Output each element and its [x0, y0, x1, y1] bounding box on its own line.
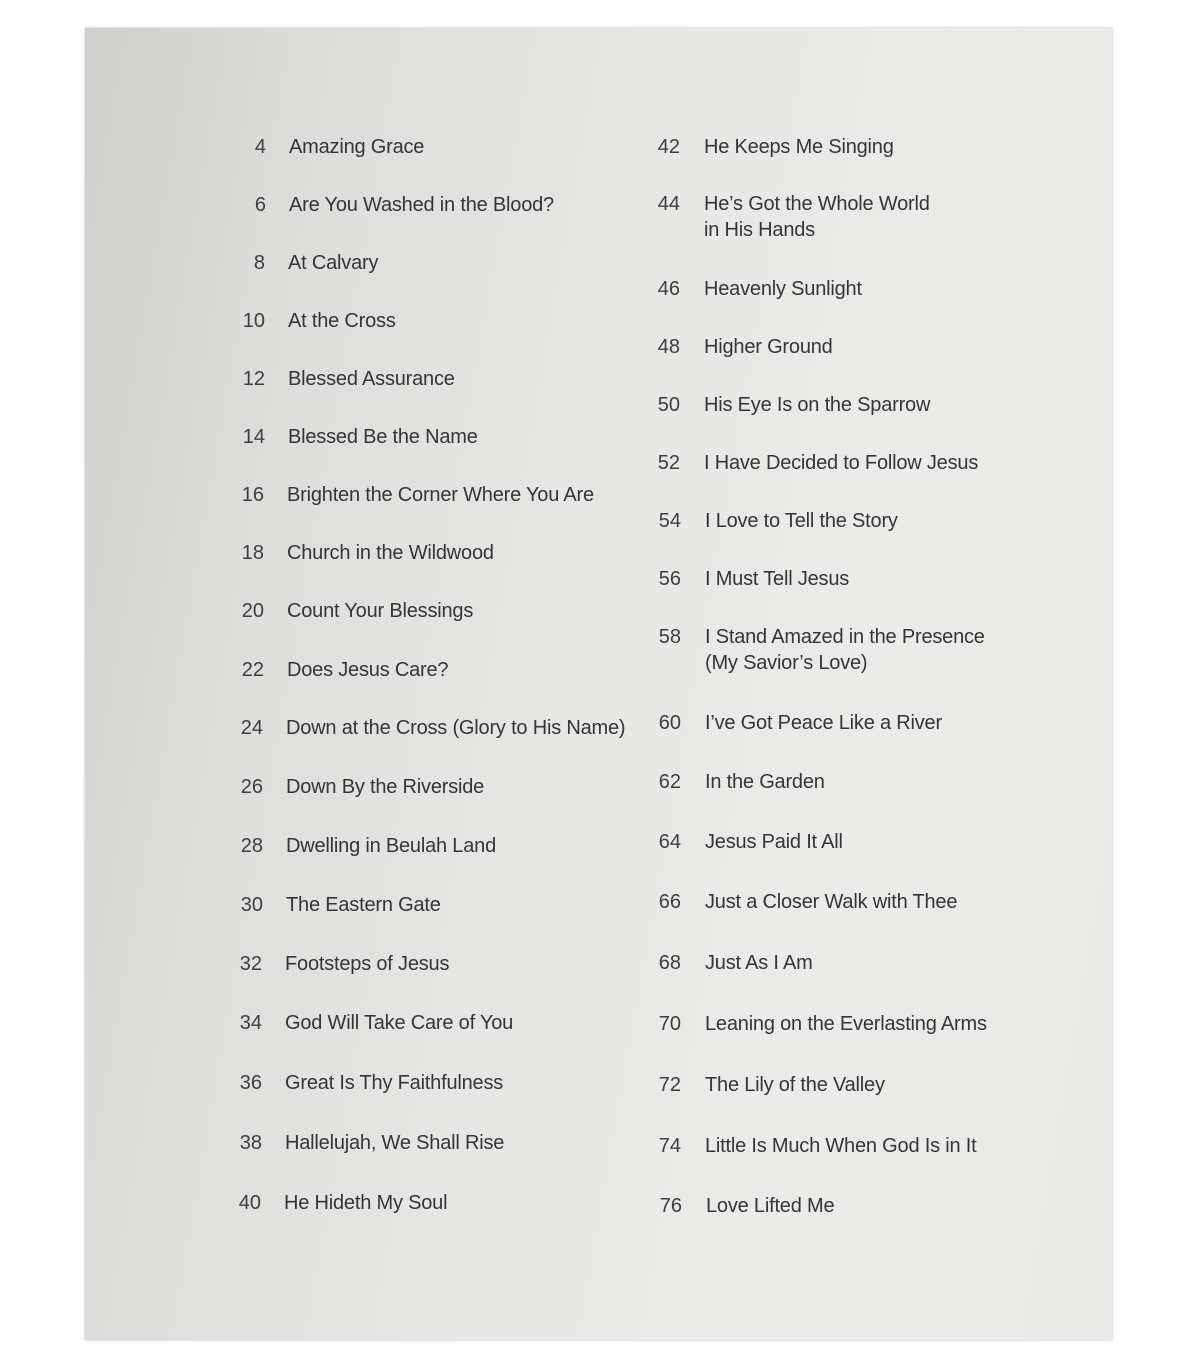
toc-title-line: Blessed Be the Name [288, 426, 478, 448]
toc-page-number: 58 [658, 626, 681, 648]
toc-page-number: 18 [241, 542, 264, 564]
toc-song-title [705, 508, 898, 534]
toc-title-line: Just a Closer Walk with Thee [705, 891, 958, 913]
toc-title-line: I Have Decided to Follow Jesus [704, 452, 979, 474]
toc-page-number: 30 [240, 894, 263, 916]
toc-page-number: 14 [242, 426, 265, 448]
toc-title-line: I’ve Got Peace Like a River [705, 712, 942, 734]
toc-song-title [704, 334, 833, 360]
toc-title-line: Leaning on the Everlasting Arms [705, 1013, 987, 1035]
toc-song-title [704, 276, 862, 302]
toc-song-title [705, 566, 849, 592]
toc-page-number: 50 [657, 394, 680, 416]
toc-title-line: God Will Take Care of You [285, 1012, 514, 1034]
toc-title-line: He Hideth My Soul [284, 1192, 448, 1214]
toc-page-number: 52 [657, 452, 680, 474]
toc-title-line: (My Savior’s Love) [705, 652, 868, 674]
book-page [85, 28, 1112, 1340]
toc-page-number: 6 [254, 194, 266, 216]
toc-song-title [706, 1193, 834, 1219]
toc-song-title [289, 134, 424, 160]
toc-title-line: Footsteps of Jesus [285, 953, 450, 975]
toc-song-title [285, 1070, 503, 1096]
toc-page-number: 16 [241, 484, 264, 506]
toc-page-number: 54 [658, 510, 681, 532]
toc-page-number: 72 [658, 1074, 681, 1096]
toc-page-number: 20 [241, 600, 264, 622]
toc-page-number: 34 [239, 1012, 262, 1034]
toc-song-title [705, 829, 843, 855]
toc-title-line: His Eye Is on the Sparrow [704, 394, 931, 416]
toc-page-number: 22 [241, 659, 264, 681]
toc-song-title [704, 191, 930, 243]
toc-title-line: Does Jesus Care? [287, 659, 449, 681]
toc-page-number: 66 [658, 891, 681, 913]
toc-title-line: In the Garden [705, 771, 825, 793]
toc-page-number: 26 [240, 776, 263, 798]
toc-song-title [284, 1190, 447, 1216]
toc-page-number: 40 [238, 1192, 261, 1214]
toc-song-title [705, 710, 942, 736]
toc-song-title [705, 624, 985, 676]
toc-song-title [286, 774, 484, 800]
toc-song-title [286, 715, 625, 741]
toc-page-number: 60 [658, 712, 681, 734]
toc-song-title [286, 892, 441, 918]
toc-title-line: Count Your Blessings [287, 600, 474, 622]
toc-title-line: At Calvary [288, 252, 379, 274]
toc-title-line: At the Cross [288, 310, 396, 332]
toc-title-line: He Keeps Me Singing [704, 136, 894, 158]
toc-song-title [705, 889, 957, 915]
toc-title-line: I Love to Tell the Story [705, 510, 898, 532]
toc-page-number: 42 [657, 136, 680, 158]
toc-page-number: 28 [240, 835, 263, 857]
toc-song-title [288, 366, 455, 392]
toc-page-number: 44 [657, 193, 680, 215]
toc-title-line: Hallelujah, We Shall Rise [285, 1132, 505, 1154]
toc-song-title [704, 134, 894, 160]
toc-song-title [287, 482, 594, 508]
toc-title-line: The Lily of the Valley [705, 1074, 885, 1096]
toc-song-title [705, 950, 813, 976]
toc-page-number: 8 [253, 252, 265, 274]
toc-page-number: 70 [658, 1013, 681, 1035]
toc-page-number: 32 [239, 953, 262, 975]
toc-title-line: Little Is Much When God Is in It [705, 1135, 977, 1157]
toc-song-title [704, 392, 930, 418]
toc-title-line: Higher Ground [704, 336, 833, 358]
toc-page-number: 74 [658, 1135, 681, 1157]
toc-page-number: 36 [239, 1072, 262, 1094]
toc-song-title [287, 540, 494, 566]
toc-title-line: Down at the Cross (Glory to His Name) [286, 717, 626, 739]
toc-title-line: Dwelling in Beulah Land [286, 835, 496, 857]
toc-page-number: 64 [658, 831, 681, 853]
toc-song-title [285, 1010, 513, 1036]
toc-title-line: Are You Washed in the Blood? [289, 194, 554, 216]
toc-title-line: Blessed Assurance [288, 368, 455, 390]
toc-page-number: 56 [658, 568, 681, 590]
toc-page-number: 24 [240, 717, 263, 739]
toc-song-title [285, 951, 449, 977]
toc-title-line: I Must Tell Jesus [705, 568, 850, 590]
toc-song-title [704, 450, 978, 476]
toc-page-number: 62 [658, 771, 681, 793]
toc-title-line: Down By the Riverside [286, 776, 485, 798]
toc-page-number: 68 [658, 952, 681, 974]
toc-title-line: The Eastern Gate [286, 894, 441, 916]
toc-page-number: 76 [659, 1195, 682, 1217]
toc-title-line: Love Lifted Me [706, 1195, 835, 1217]
toc-song-title [705, 1072, 885, 1098]
toc-song-title [288, 250, 378, 276]
toc-title-line: Church in the Wildwood [287, 542, 494, 564]
toc-song-title [287, 657, 448, 683]
toc-page-number: 10 [242, 310, 265, 332]
toc-title-line: Jesus Paid It All [705, 831, 843, 853]
toc-page-number: 38 [239, 1132, 262, 1154]
toc-song-title [705, 1133, 977, 1159]
toc-page-number: 12 [242, 368, 265, 390]
toc-song-title [287, 598, 473, 624]
toc-song-title [705, 1011, 987, 1037]
toc-title-line: I Stand Amazed in the Presence [705, 626, 985, 648]
toc-song-title [289, 192, 554, 218]
toc-title-line: Amazing Grace [289, 136, 425, 158]
toc-title-line: Just As I Am [705, 952, 813, 974]
toc-page-number: 46 [657, 278, 680, 300]
toc-title-line: He’s Got the Whole World [704, 193, 930, 215]
toc-title-line: in His Hands [704, 219, 815, 241]
toc-song-title [285, 1130, 504, 1156]
toc-title-line: Heavenly Sunlight [704, 278, 862, 300]
toc-page-number: 4 [254, 136, 266, 158]
toc-page-number: 48 [657, 336, 680, 358]
toc-song-title [286, 833, 496, 859]
toc-title-line: Great Is Thy Faithfulness [285, 1072, 504, 1094]
toc-song-title [288, 424, 478, 450]
toc-song-title [705, 769, 825, 795]
toc-title-line: Brighten the Corner Where You Are [287, 484, 594, 506]
toc-song-title [288, 308, 396, 334]
